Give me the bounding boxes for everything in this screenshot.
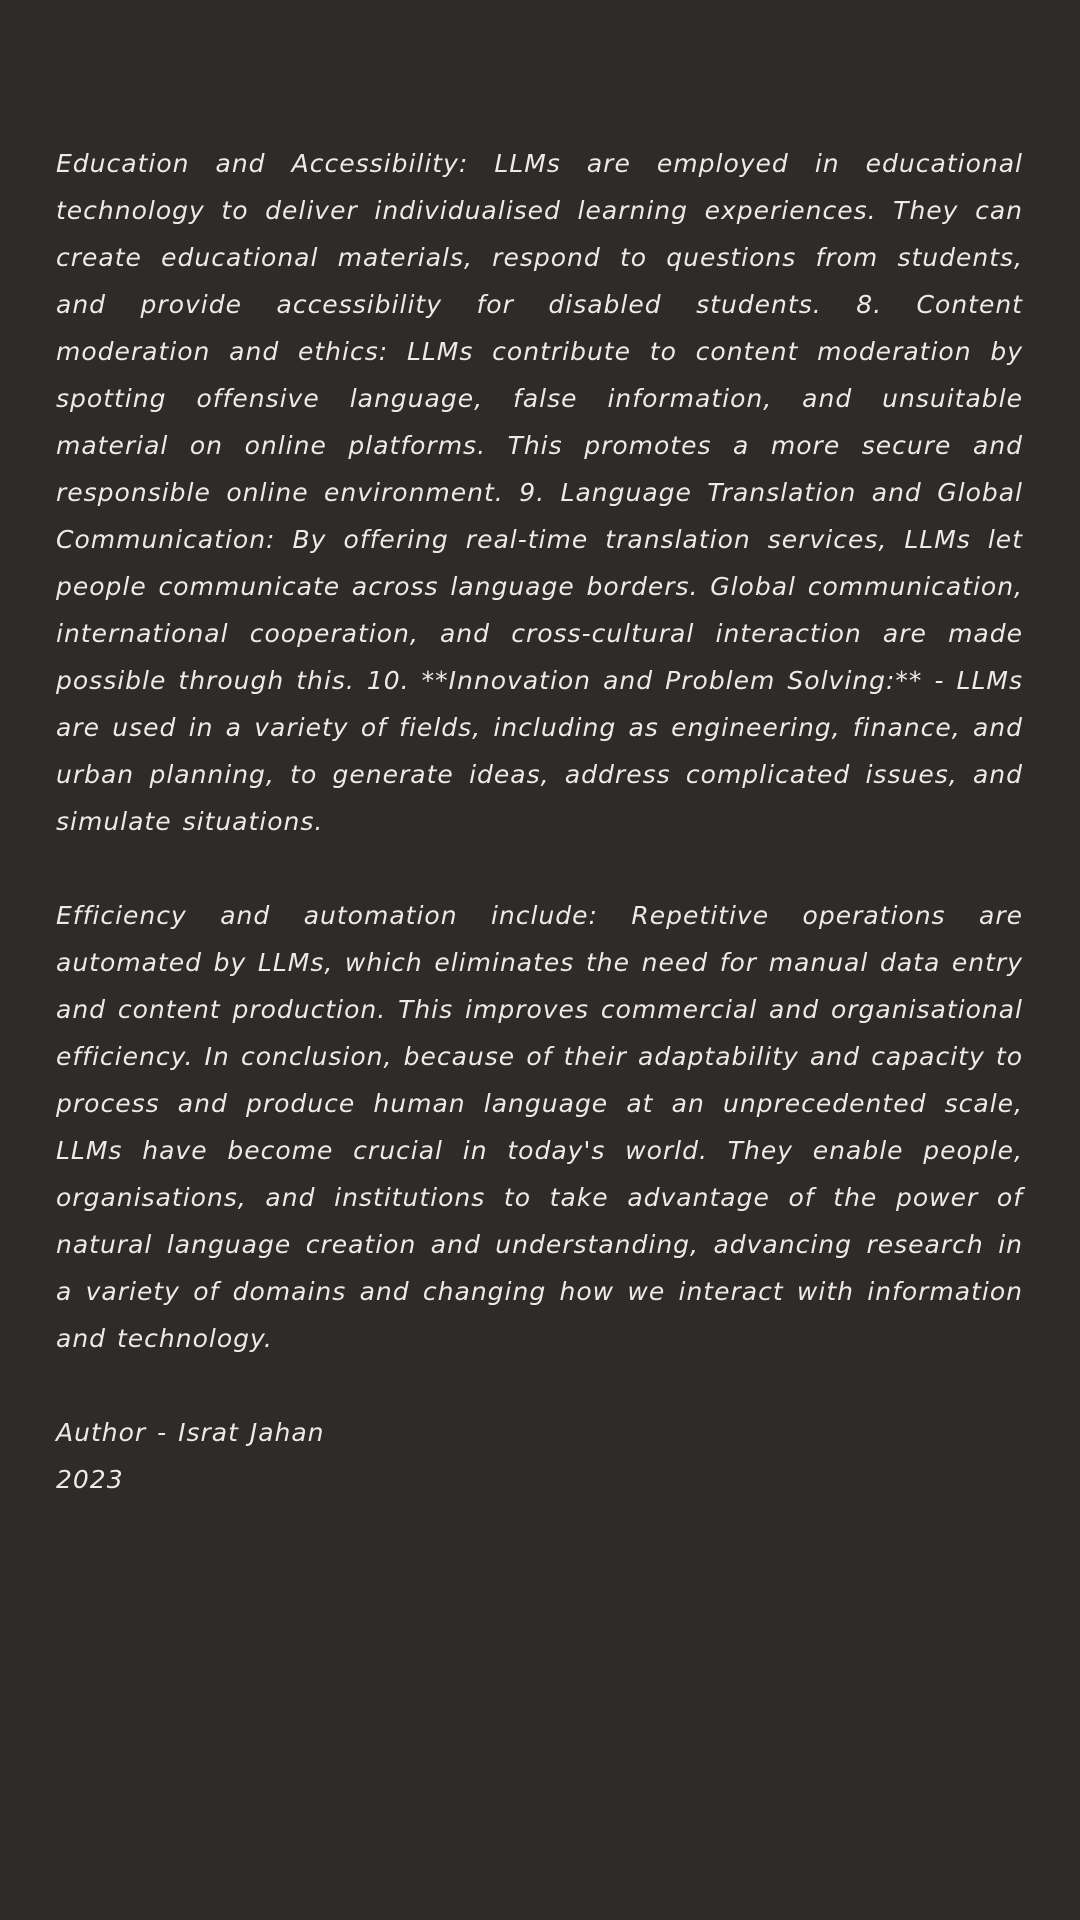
- author-line: Author - Israt Jahan: [56, 1418, 325, 1447]
- author-signature: [56, 1409, 1023, 1503]
- paragraph-efficiency-automation: Efficiency and automation include: Repetitive operations are automated by LLMs, which eliminates the need for manual data entry and content production. This improves commercial and organisational efficiency. In conclusion, because of their adaptability and capacity to process and produce human language at an unprecedented scale, LLMs have become crucial in today's world. They enable people, organisations, and institutions to take advantage of the power of natural language creation and understanding, advancing research in a variety of domains and changing how we interact with information and technology.: [56, 901, 1023, 1353]
- document-page: [56, 140, 1023, 1503]
- publication-year: 2023: [56, 1465, 124, 1494]
- paragraph-education-accessibility: Education and Accessibility: LLMs are employed in educational technology to deliver individualised learning experiences. They can create educational materials, respond to questions from students, and provide accessibility for disabled students. 8. Content moderation and ethics: LLMs contribute to content moderation by spotting offensive language, false information, and unsuitable material on online platforms. This promotes a more secure and responsible online environment. 9. Language Translation and Global Communication: By offering real-time translation services, LLMs let people communicate across language borders. Global communication, international cooperation, and cross-cultural interaction are made possible through this. 10. **Innovation and Problem Solving:** - LLMs are used in a variety of fields, including as engineering, finance, and urban planning, to generate ideas, address complicated issues, and simulate situations.: [56, 149, 1023, 836]
